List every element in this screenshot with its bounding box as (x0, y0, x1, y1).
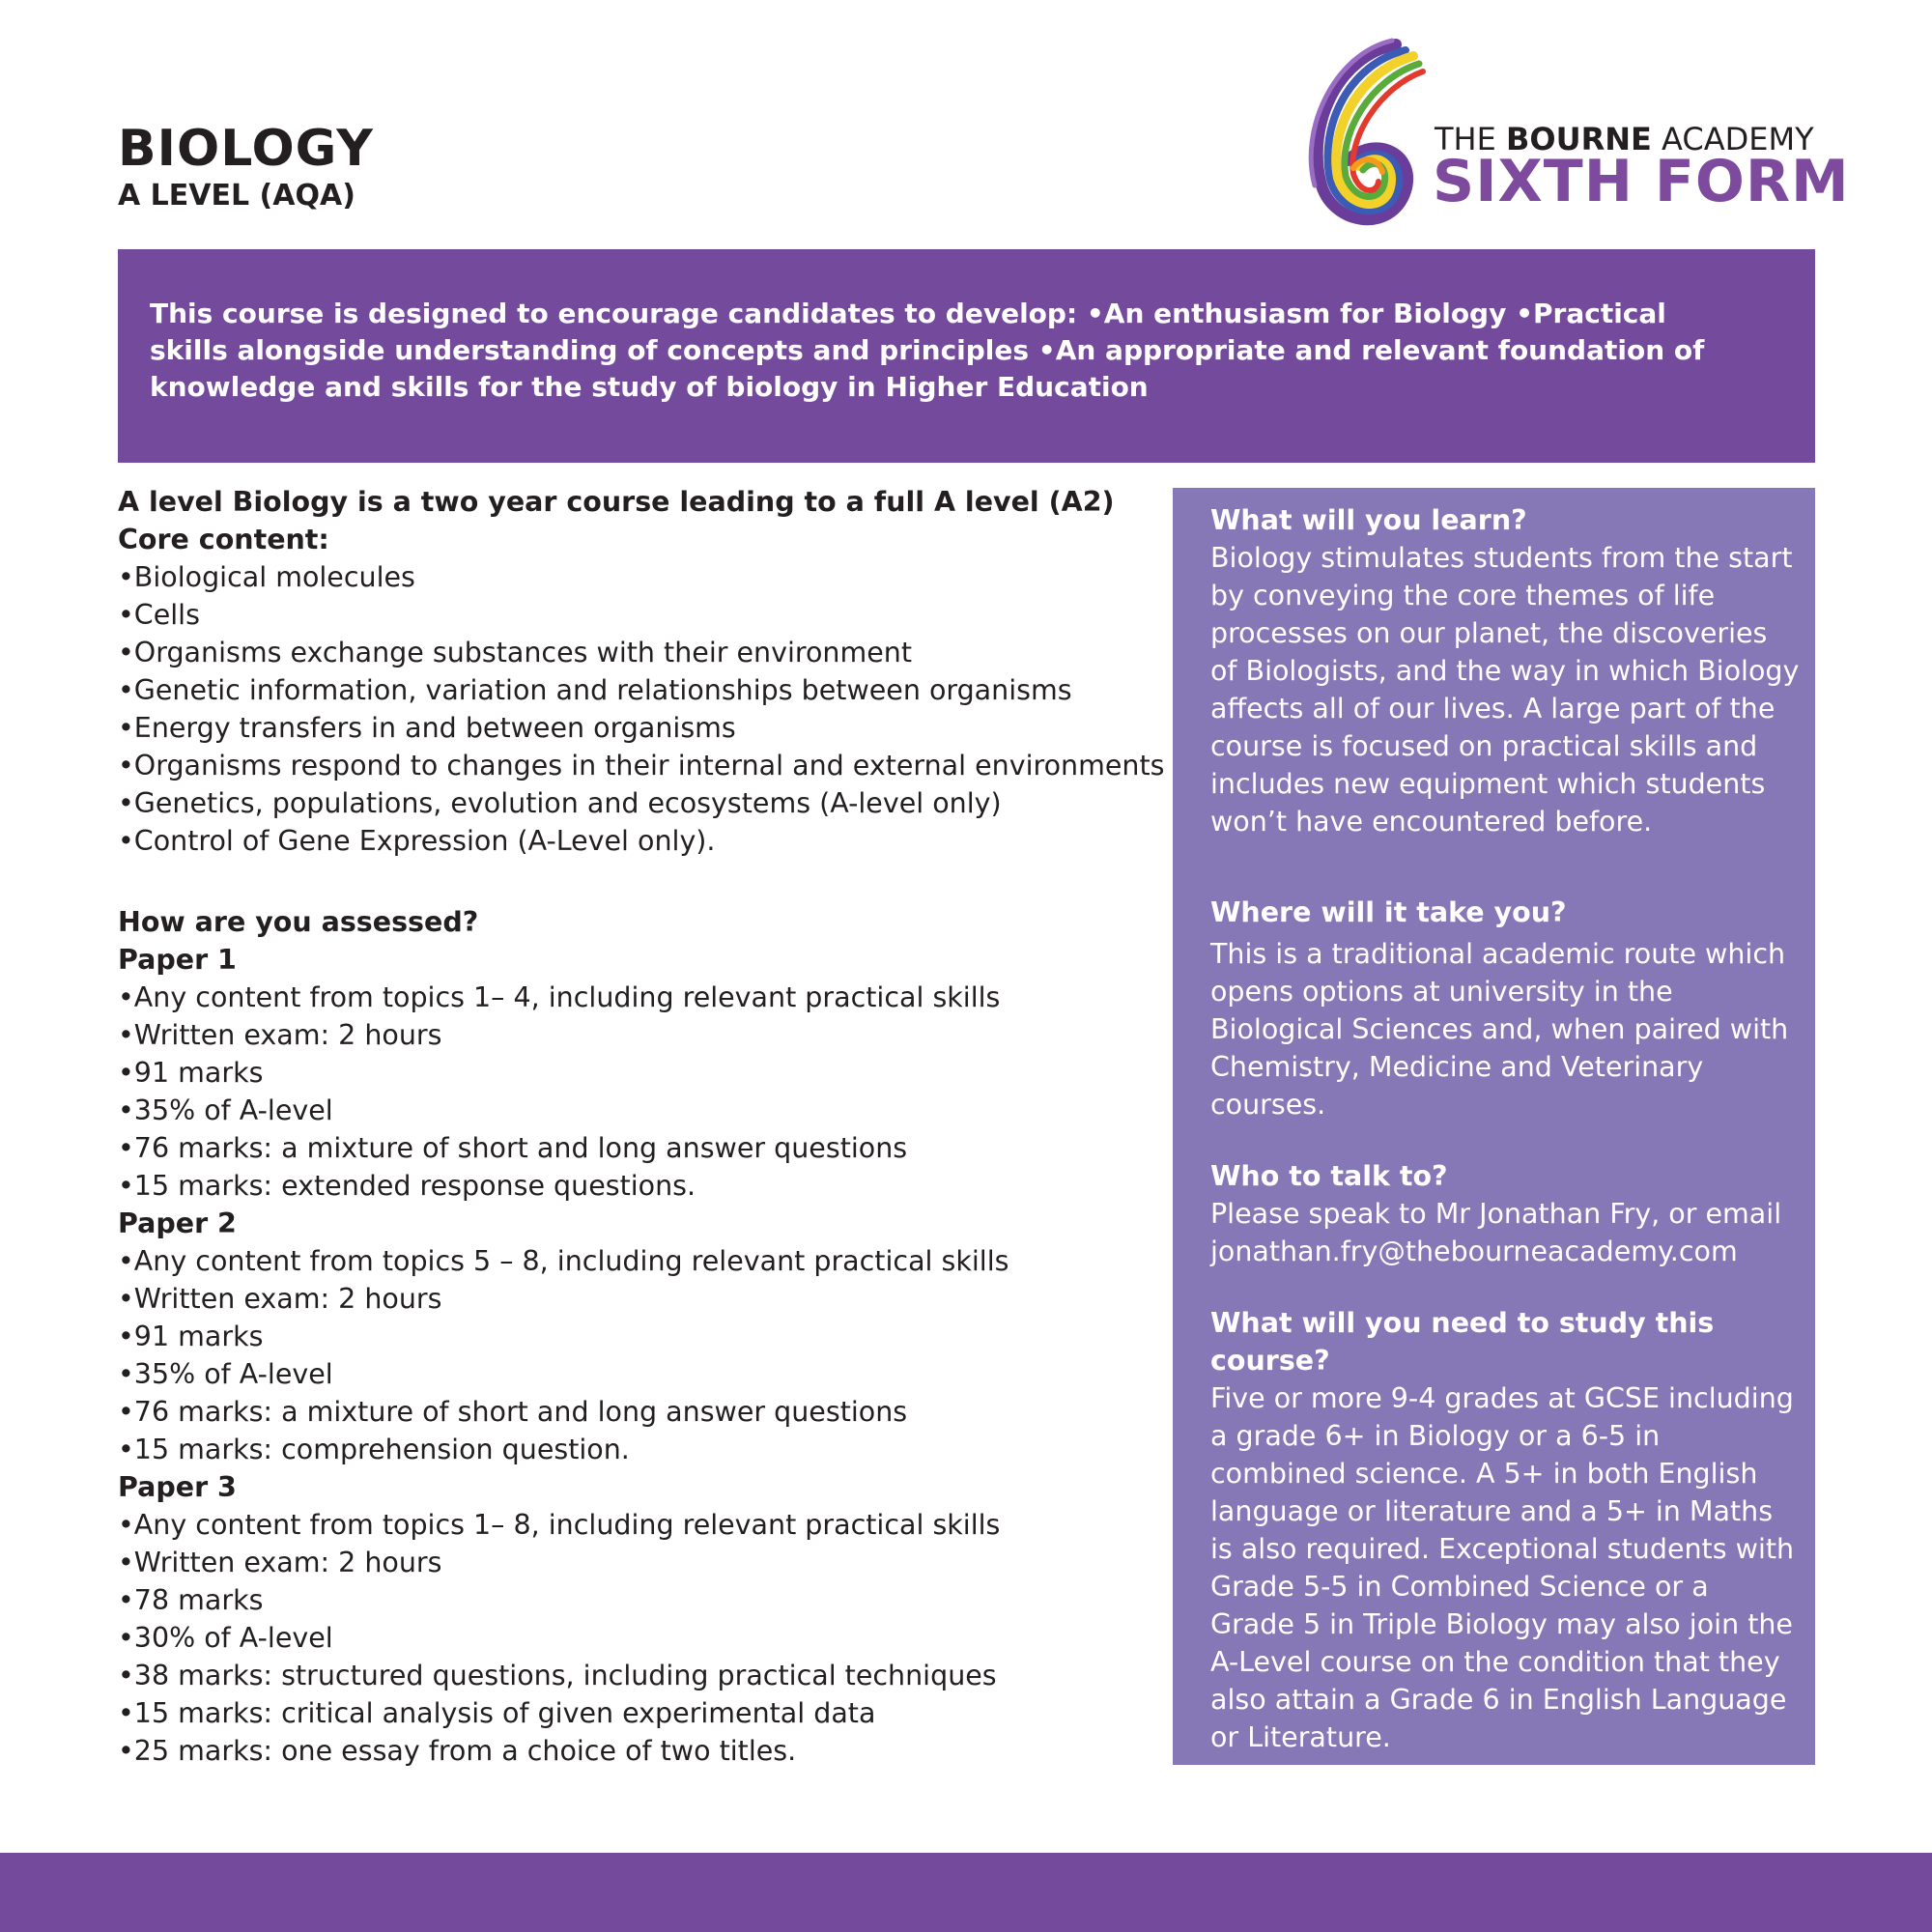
where-heading: Where will it take you? (1210, 896, 1567, 928)
list-item: •Control of Gene Expression (A-Level only). (118, 825, 716, 857)
learn-text: Biology stimulates students from the start by conveying the core themes of life processes on our planet, the discoveries of Biologists, and the way in which Biology affects all of our lives. A large part of the course is focused on practical skills and includes new equipment which students won’t have encountered before. (1210, 542, 1800, 838)
list-item: •38 marks: structured questions, including practical techniques (118, 1660, 997, 1691)
course-details (118, 483, 1165, 1770)
list-item: •Written exam: 2 hours (118, 1019, 442, 1051)
list-item: •91 marks (118, 1321, 264, 1352)
list-item: •35% of A-level (118, 1358, 333, 1390)
list-item: •Biological molecules (118, 561, 415, 593)
list-item: •Organisms exchange substances with their environment (118, 637, 913, 668)
list-item: •35% of A-level (118, 1094, 333, 1126)
list-item: •76 marks: a mixture of short and long answer questions (118, 1132, 908, 1164)
list-item: •78 marks (118, 1584, 264, 1616)
requirements-text: Five or more 9-4 grades at GCSE including a grade 6+ in Biology or a 6-5 in combined science. A 5+ in both English language or literature and a 5+ in Maths is also required. Exceptional students with Grade 5-5 in Combined Science or a Grade 5 in Triple Biology may also join the A-Level course on the condition that they also attain a Grade 6 in English Language or Literature. (1210, 1382, 1795, 1753)
logo-academy-name: THE BOURNE ACADEMY (1435, 121, 1814, 157)
who-text: Please speak to Mr Jonathan Fry, or email (1210, 1198, 1782, 1230)
rainbow-six-icon (1299, 37, 1435, 240)
paper-2-title: Paper 2 (118, 1208, 237, 1239)
learn-heading: What will you learn? (1210, 504, 1527, 536)
banner-text: This course is designed to encourage candidates to develop: •An enthusiasm for Biology •Practical skills alongside understanding of concepts and principles •An appropriate and relevant foundation of knowledge and skills for the study of biology in Higher Education (150, 298, 1705, 403)
list-item: •15 marks: extended response questions. (118, 1170, 696, 1202)
intro-banner (118, 249, 1815, 463)
info-sidebar (1173, 488, 1815, 1765)
who-heading: Who to talk to? (1210, 1160, 1448, 1192)
footer-bar (0, 1853, 1932, 1932)
list-item: •Written exam: 2 hours (118, 1547, 442, 1578)
paper-2-list (118, 1242, 1161, 1468)
page-title: BIOLOGY (118, 120, 374, 178)
list-item: •25 marks: one essay from a choice of two titles. (118, 1735, 797, 1767)
list-item: •15 marks: comprehension question. (118, 1434, 630, 1465)
page-subtitle: A LEVEL (AQA) (118, 179, 355, 213)
list-item: •Energy transfers in and between organisms (118, 712, 736, 744)
list-item: •Any content from topics 1– 8, including relevant practical skills (118, 1509, 1001, 1541)
list-item: •30% of A-level (118, 1622, 333, 1654)
course-intro: A level Biology is a two year course leading to a full A level (A2) (118, 486, 1115, 518)
logo-sixth-form: SIXTH FORM (1433, 148, 1850, 215)
core-content-heading: Core content: (118, 524, 329, 555)
list-item: •15 marks: critical analysis of given experimental data (118, 1697, 876, 1729)
paper-1-title: Paper 1 (118, 944, 237, 976)
list-item: •76 marks: a mixture of short and long answer questions (118, 1396, 908, 1428)
list-item: •Cells (118, 599, 200, 631)
list-item: •Genetics, populations, evolution and ecosystems (A-level only) (118, 787, 1002, 819)
paper-3-title: Paper 3 (118, 1471, 237, 1503)
school-logo (1299, 37, 1850, 240)
list-item: •Genetic information, variation and relationships between organisms (118, 674, 1072, 706)
list-item: •Any content from topics 5 – 8, including relevant practical skills (118, 1245, 1009, 1277)
list-item: •91 marks (118, 1057, 264, 1089)
list-item: •Any content from topics 1– 4, including relevant practical skills (118, 981, 1001, 1013)
contact-email[interactable]: jonathan.fry@thebourneacademy.com (1210, 1236, 1738, 1267)
list-item: •Organisms respond to changes in their internal and external environments (118, 750, 1165, 781)
assessment-heading: How are you assessed? (118, 906, 479, 938)
where-text: This is a traditional academic route which opens options at university in the Biological Sciences and, when paired with Chemistry, Medicine and Veterinary courses. (1210, 938, 1789, 1121)
list-item: •Written exam: 2 hours (118, 1283, 442, 1315)
paper-1-list (118, 979, 1161, 1205)
paper-3-list (118, 1506, 1161, 1770)
core-content-list (118, 558, 1165, 860)
requirements-heading: What will you need to study this course? (1210, 1307, 1715, 1377)
